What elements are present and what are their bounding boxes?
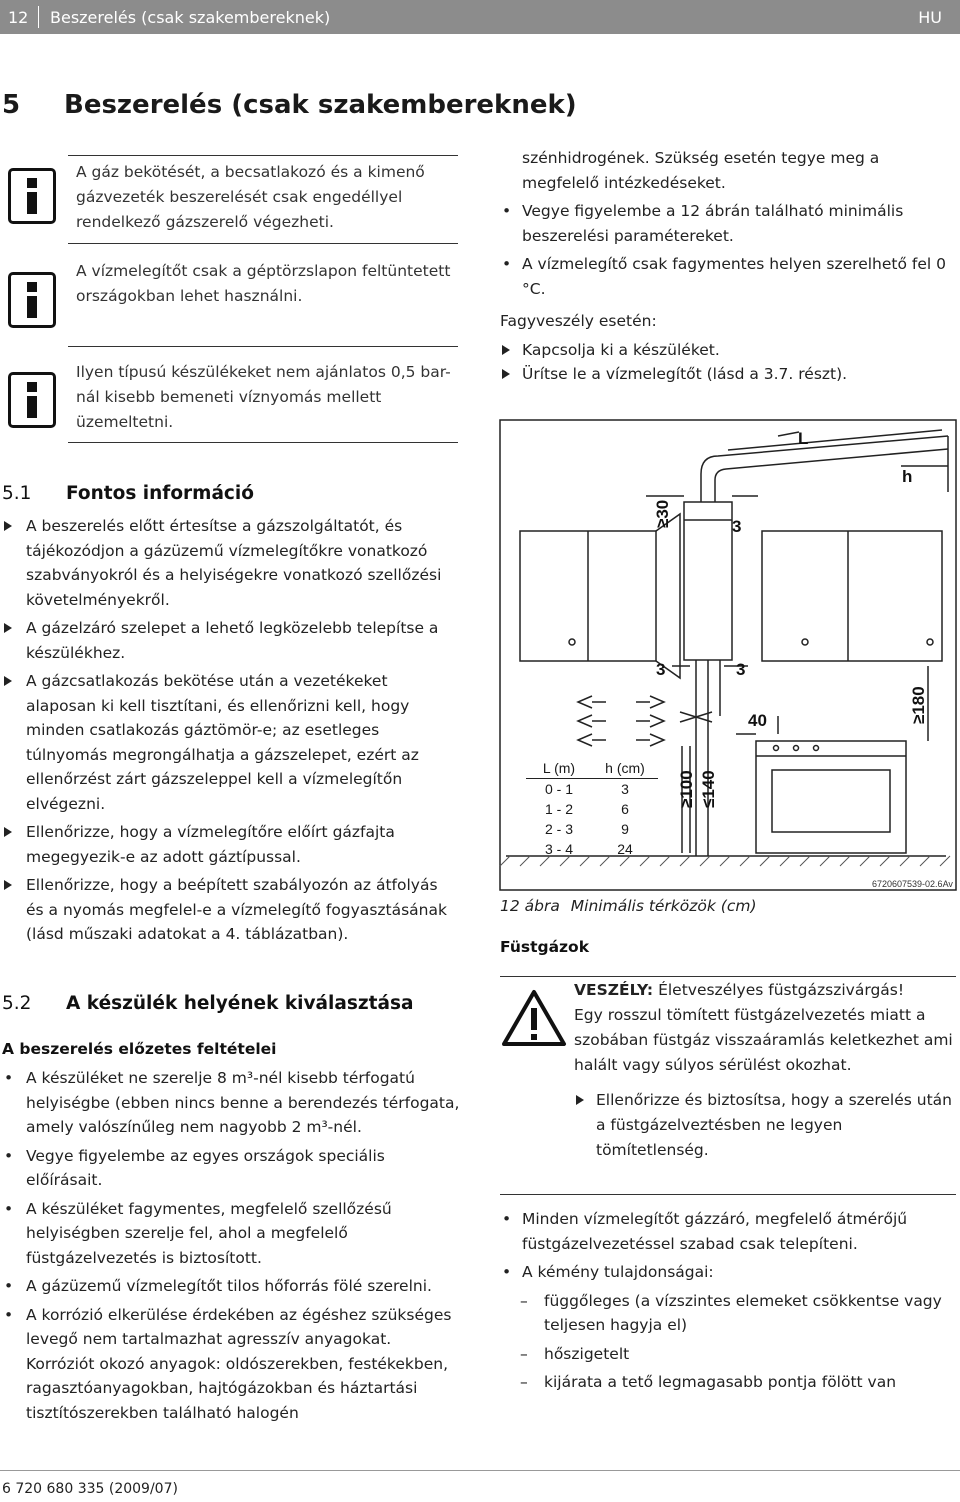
warning-icon: [500, 988, 568, 1048]
footer-doc-number: 6 720 680 335 (2009/07): [2, 1481, 178, 1497]
label-L: L: [798, 429, 809, 448]
caption-text: Minimális térközök (cm): [570, 897, 757, 915]
info-icon: [8, 372, 56, 428]
table-header: L (m): [526, 758, 592, 779]
table-row: [526, 799, 658, 819]
chapter-title-text: Beszerelés (csak szakembereknek): [64, 90, 577, 120]
warning-heading: [574, 978, 956, 1003]
table-cell: 24: [617, 841, 633, 857]
section-number: 5.2: [2, 993, 32, 1014]
header-divider: [38, 6, 39, 28]
section-heading: [2, 993, 452, 1019]
list-item: • A gázüzemű vízmelegítőt tilos hőforrás fölé szerelni.: [2, 1274, 460, 1299]
list-item: • Vegye figyelembe az egyes országok speciális előírásait.: [2, 1144, 460, 1193]
note-text: A gáz bekötését, a becsatlakozó és a kimenő gázvezeték beszerelését csak engedéllyel rendelkező gázszerelő végezheti.: [76, 163, 425, 231]
distance-table: [526, 758, 658, 859]
note-divider: [68, 243, 458, 244]
warning-text: Egy rosszul tömített füstgázelvezetés miatt a szobában füstgáz visszaáramlás keletkezhet ami halált vagy súlyos sérülést okozhat.: [574, 1006, 953, 1074]
table-row: [526, 819, 658, 839]
list-item: • A készüléket fagymentes, megfelelő szellőzésű helyiségben szerelje fel, ahol a megfelelő füstgázelvezetés is biztosított.: [2, 1197, 460, 1271]
list-item: • A vízmelegítő csak fagymentes helyen szerelhető fel 0 °C.: [500, 252, 956, 301]
header-title: Beszerelés (csak szakembereknek): [50, 8, 331, 27]
label-min-100: ≥100: [677, 770, 696, 808]
label-max-140: ≤140: [699, 770, 718, 808]
flue-requirements: [500, 1207, 956, 1395]
list-item: Ellenőrizze, hogy a vízmelegítőre előírt gázfajta megegyezik-e az adott gáztípussal.: [2, 820, 460, 869]
list-item: • Vegye figyelembe a 12 ábrán található minimális beszerelési paramétereket.: [500, 199, 956, 248]
important-info-list: [2, 514, 460, 947]
label-40: 40: [748, 711, 767, 730]
section-number: 5.1: [2, 483, 32, 504]
figure-caption: [500, 897, 757, 915]
section-title: A készülék helyének kiválasztása: [66, 993, 414, 1014]
section-heading: [2, 483, 452, 509]
table-row: [526, 839, 658, 859]
warning-action: Ellenőrizze és biztosítsa, hogy a szerelés után a füstgázelveztésben ne legyen tömítetlenség.: [574, 1088, 956, 1163]
subheading: A beszerelés előzetes feltételei: [2, 1040, 277, 1058]
label-h: h: [902, 467, 913, 486]
label-3: 3: [736, 660, 746, 679]
note-text: Ilyen típusú készülékeket nem ajánlatos 0,5 bar-nál kisebb bemeneti víznyomás mellett üzemeltetni.: [76, 363, 451, 431]
note-divider: [68, 155, 458, 156]
list-item: – kijárata a tető legmagasabb pontja fölött van: [500, 1370, 956, 1395]
language-code: HU: [918, 8, 942, 27]
table-cell: 6: [621, 801, 629, 817]
list-item: • A kémény tulajdonságai:: [500, 1260, 956, 1285]
list-item: A beszerelés előtt értesítse a gázszolgáltatót, és tájékozódjon a gázüzemű vízmelegítőkre vonatkozó szabványokról és a helyiségekre vonatkozó szellőzési követelményekről.: [2, 514, 460, 612]
warning-box: [574, 978, 956, 1163]
prerequisite-list: [2, 1066, 460, 1425]
table-cell: 3: [621, 781, 629, 797]
right-column-top: [500, 146, 956, 387]
label-3: 3: [656, 660, 666, 679]
list-item: • A korrózió elkerülése érdekében az égéshez szükséges levegő nem tartalmazhat agresszív anyagokat. Korróziót okozó anyagok: oldószerekben, festékekben, ragasztóanyagokban, hajtógázokban és háztartási tisztítószerekben található halogén: [2, 1303, 460, 1426]
list-item: Ürítse le a vízmelegítőt (lásd a 3.7. részt).: [500, 362, 956, 387]
table-header: h (cm): [592, 758, 658, 779]
footer-rule: [0, 1470, 960, 1471]
label-3: 3: [732, 517, 742, 536]
flue-heading: Füstgázok: [500, 938, 590, 956]
table-cell: 1 - 2: [544, 801, 573, 817]
table-cell: 9: [621, 821, 629, 837]
continued-text: szénhidrogének. Szükség esetén tegye meg a megfelelő intézkedéseket.: [522, 149, 880, 192]
table-row: [526, 779, 658, 800]
table-cell: 0 - 1: [544, 781, 573, 797]
list-item: A gázcsatlakozás bekötése után a vezetékeket alaposan ki kell tisztítani, és ellenőrizni kell, hogy minden csatlakozás gáztömör-e; az esetleges túlnyomás megrongálhatja a gázszelepet, ezért az ellenőrzést zárt gázszeleppel kell a vízmelegítőn elvégezni.: [2, 669, 460, 816]
warning-label: VESZÉLY:: [574, 981, 654, 999]
note-divider: [68, 346, 458, 347]
list-item: • Minden vízmelegítőt gázzáró, megfelelő átmérőjű füstgázelvezetéssel szabad csak telepíteni.: [500, 1207, 956, 1256]
frost-heading: Fagyveszély esetén:: [500, 312, 657, 330]
caption-number: 12 ábra: [500, 897, 560, 915]
list-item: Ellenőrizze, hogy a beépített szabályozón az átfolyás és a nyomás megfelel-e a vízmelegítő fogyasztásának (lásd műszaki adatokat a 4. táblázatban).: [2, 873, 460, 947]
installation-clearance-figure: [496, 416, 958, 894]
list-item: A gázelzáró szelepet a lehető legközelebb telepítse a készülékhez.: [2, 616, 460, 665]
list-item: – függőleges (a vízszintes elemeket csökkentse vagy teljesen hagyja el): [500, 1289, 956, 1338]
list-item: Kapcsolja ki a készüléket.: [500, 338, 956, 363]
chapter-number: 5: [2, 90, 21, 120]
section-title: Fontos információ: [66, 483, 254, 504]
note-divider: [68, 442, 458, 443]
table-header-row: [526, 758, 658, 779]
list-item: – hőszigetelt: [500, 1342, 956, 1367]
warning-bottom-rule: [500, 1194, 956, 1195]
note-text: A vízmelegítőt csak a géptörzslapon feltüntetett országokban lehet használni.: [76, 262, 451, 305]
info-icon: [8, 168, 56, 224]
table-cell: 2 - 3: [544, 821, 573, 837]
label-min-180: ≥180: [909, 686, 928, 724]
figure-code: 6720607539-02.6Av: [872, 879, 953, 889]
page-header: [0, 0, 960, 34]
list-item: • A készüléket ne szerelje 8 m³-nél kisebb térfogatú helyiségbe (ebben nincs benne a berendezés térfogata, amely valószínűleg nem nagyobb 2 m³-nél.: [2, 1066, 460, 1140]
table-cell: 3 - 4: [544, 841, 573, 857]
warning-title: Életveszélyes füstgázszivárgás!: [658, 981, 905, 999]
info-icon: [8, 272, 56, 328]
label-min-30: ≥30: [653, 499, 672, 528]
page-number: 12: [8, 8, 29, 27]
warning-top-rule: [500, 976, 956, 977]
